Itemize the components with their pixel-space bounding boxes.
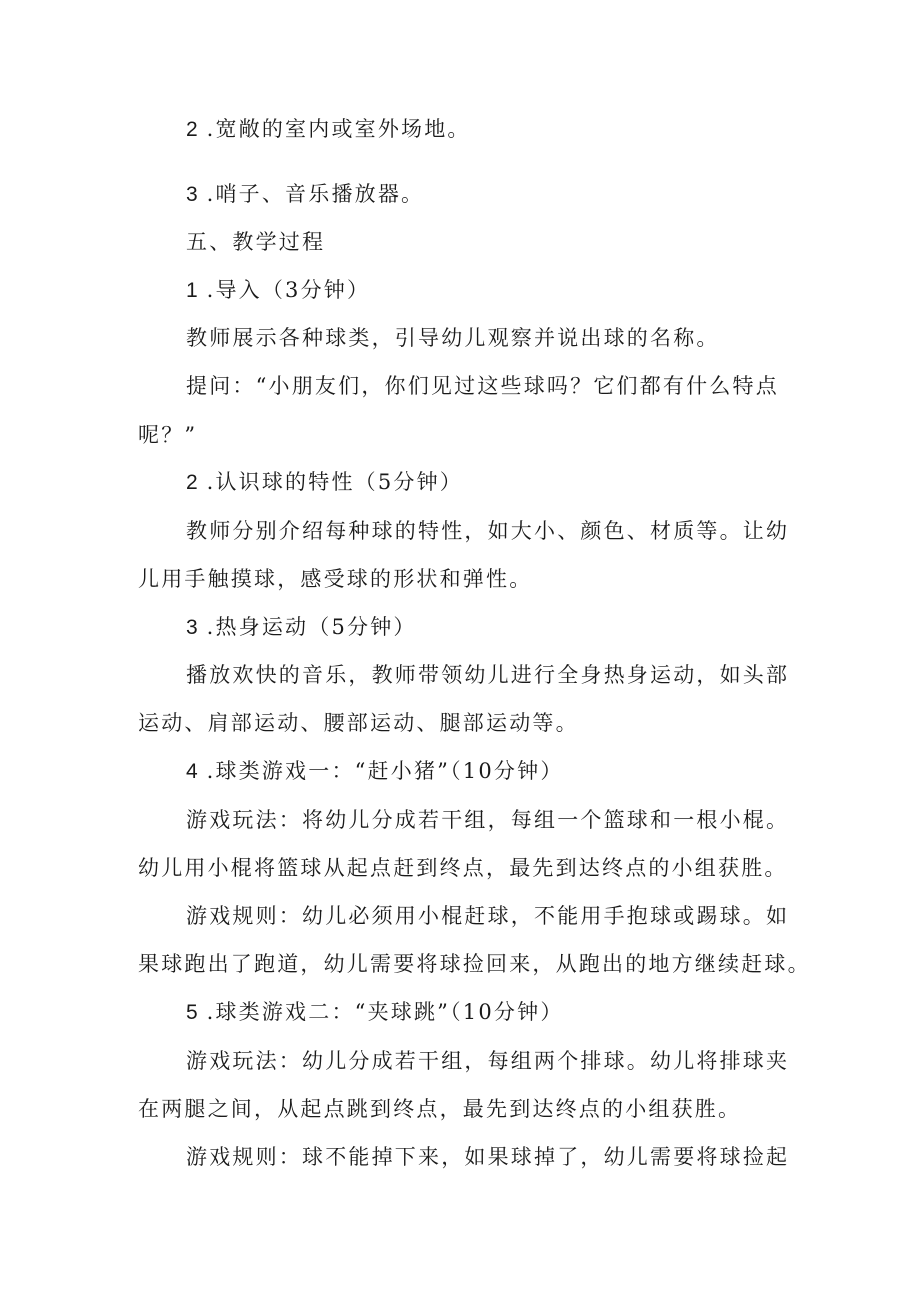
step-number: 4: [186, 760, 198, 783]
paragraph-line: [138, 1095, 741, 1123]
section-heading: [186, 228, 325, 256]
paragraph-line: [138, 709, 579, 737]
paragraph-text: 游戏玩法：将幼儿分成若干组，每组一个篮球和一根小棍。: [186, 808, 790, 832]
step-title: .导入（3分钟）: [197, 278, 371, 302]
paragraph-line: [138, 421, 197, 449]
step-number: 3: [186, 616, 198, 639]
item-text: .宽敞的室内或室外场地。: [197, 117, 471, 141]
paragraph-text: 提问：“小朋友们，你们见过这些球吗？它们都有什么特点: [186, 374, 779, 398]
step-heading-game-one: [186, 757, 564, 786]
item-number: 2: [186, 118, 198, 141]
section-title: 五、教学过程: [186, 230, 326, 254]
paragraph-text: 教师分别介绍每种球的特性，如大小、颜色、材质等。让幼: [186, 519, 790, 543]
step-heading-warmup: [186, 613, 417, 642]
paragraph-text: 教师展示各种球类，引导幼儿观察并说出球的名称。: [186, 326, 720, 350]
list-item-equipment: [186, 180, 424, 209]
step-number: 1: [186, 279, 198, 302]
paragraph-text: 播放欢快的音乐，教师带领幼儿进行全身热身运动，如头部: [186, 663, 790, 687]
step-number: 2: [186, 471, 198, 494]
paragraph-line: [186, 1143, 789, 1171]
paragraph-line: [138, 950, 811, 978]
paragraph-line: [186, 1047, 789, 1075]
paragraph-line: [186, 661, 789, 689]
paragraph-text: 游戏玩法：幼儿分成若干组，每组两个排球。幼儿将排球夹: [186, 1049, 790, 1073]
paragraph-text: 运动、肩部运动、腰部运动、腿部运动等。: [138, 711, 579, 735]
paragraph-text: 幼儿用小棍将篮球从起点赶到终点，最先到达终点的小组获胜。: [138, 856, 788, 880]
paragraph-line: [186, 902, 789, 930]
paragraph-text: 呢？”: [138, 423, 198, 447]
paragraph-text: 果球跑出了跑道，幼儿需要将球捡回来，从跑出的地方继续赶球。: [138, 952, 811, 976]
item-number: 3: [186, 183, 198, 206]
list-item-venue: [186, 115, 471, 144]
paragraph-line: [186, 517, 789, 545]
paragraph-text: 儿用手触摸球，感受球的形状和弹性。: [138, 567, 533, 591]
step-title: .热身运动（5分钟）: [197, 615, 417, 639]
step-heading-game-two: [186, 998, 564, 1027]
step-title: .认识球的特性（5分钟）: [197, 470, 463, 494]
paragraph-line: [186, 806, 789, 834]
item-text: .哨子、音乐播放器。: [197, 182, 425, 206]
step-heading-properties: [186, 468, 463, 497]
paragraph-line: [138, 565, 532, 593]
step-number: 5: [186, 1001, 198, 1024]
step-heading-intro: [186, 276, 370, 305]
paragraph-text: 游戏规则：幼儿必须用小棍赶球，不能用手抱球或踢球。如: [186, 904, 790, 928]
paragraph-line: [186, 372, 779, 400]
paragraph-text: 游戏规则：球不能掉下来，如果球掉了，幼儿需要将球捡起: [186, 1145, 790, 1169]
paragraph-line: [138, 854, 788, 882]
paragraph-line: [186, 324, 720, 352]
step-title: .球类游戏一：“赶小猪”（10分钟）: [197, 759, 564, 783]
step-title: .球类游戏二：“夹球跳”（10分钟）: [197, 1000, 564, 1024]
paragraph-text: 在两腿之间，从起点跳到终点，最先到达终点的小组获胜。: [138, 1097, 742, 1121]
